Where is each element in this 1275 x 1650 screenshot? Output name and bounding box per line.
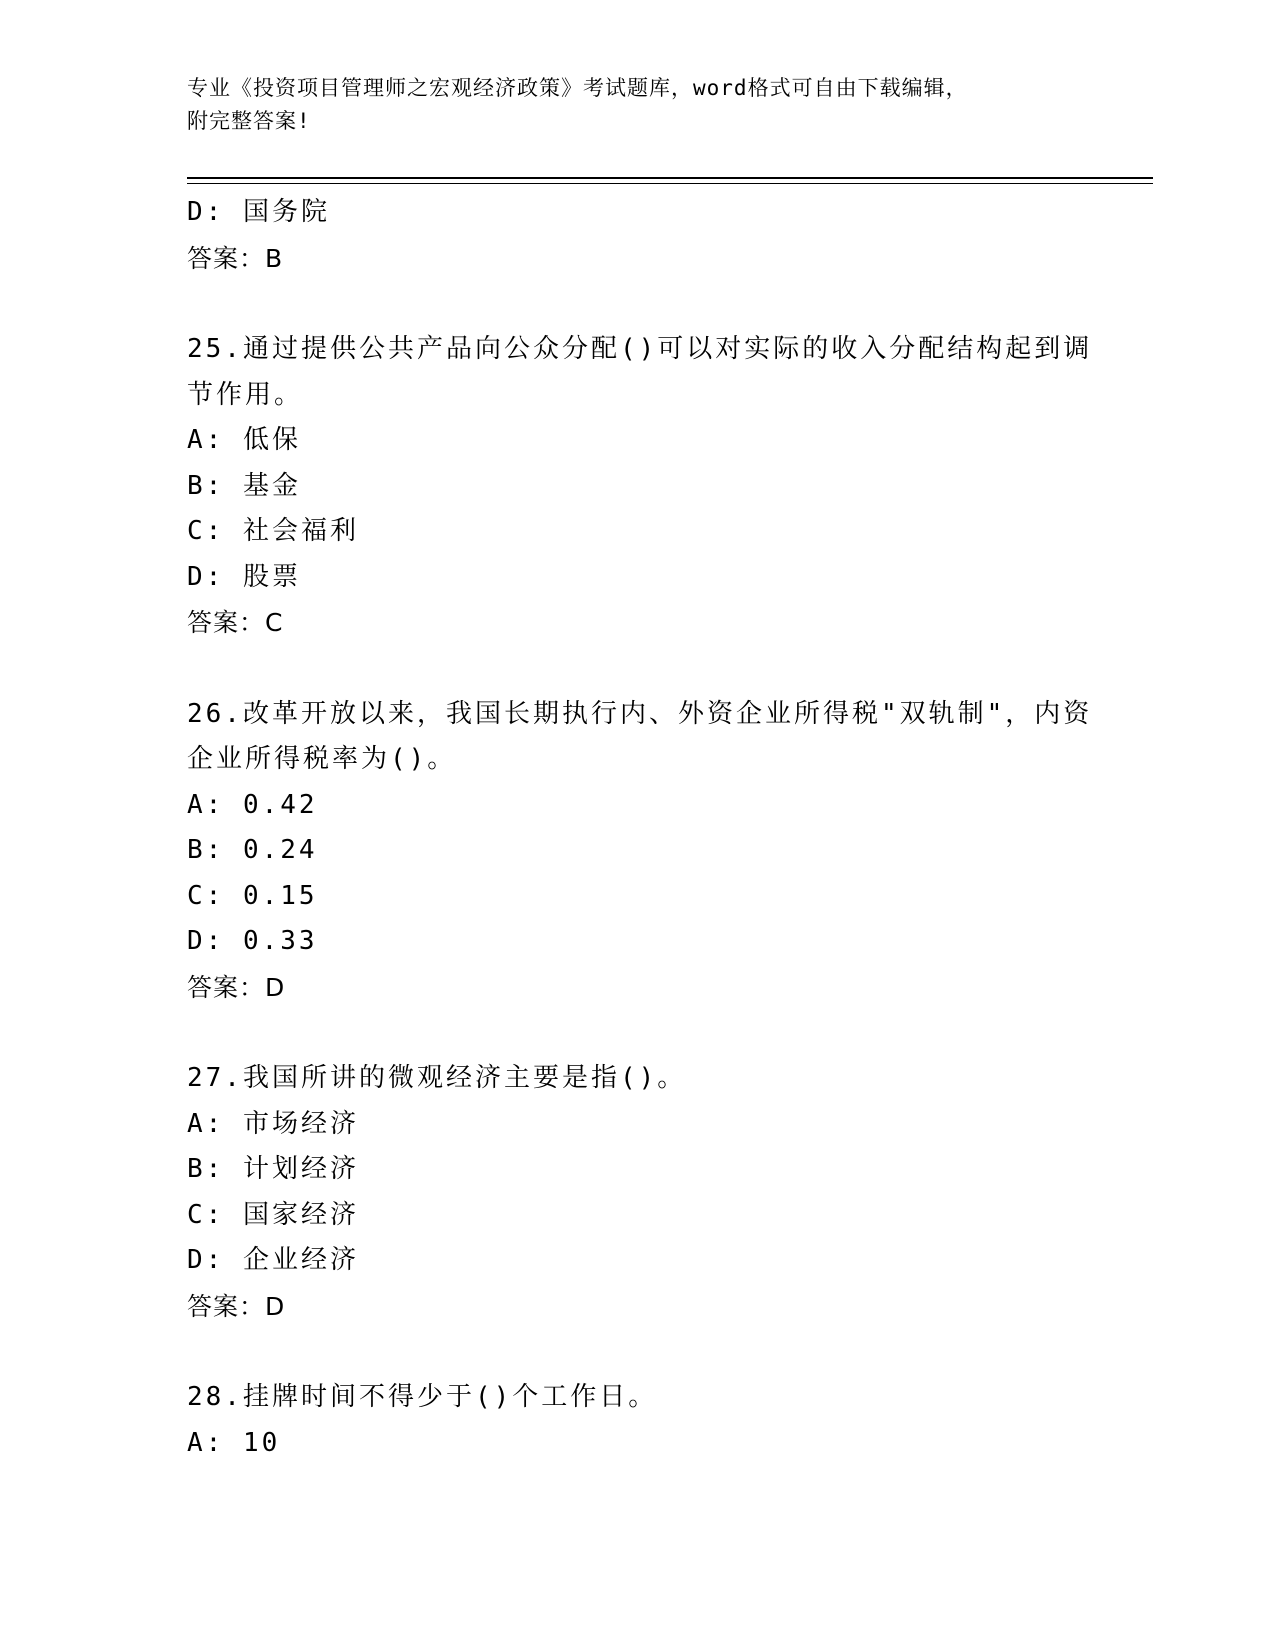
question-stem: 26.改革开放以来，我国长期执行内、外资企业所得税"双轨制"，内资 <box>187 698 1093 729</box>
question-stem-continued: 企业所得税率为()。 <box>187 744 457 774</box>
question-stem-continued: 节作用。 <box>187 379 304 410</box>
header-line-2: 附完整答案! <box>187 109 311 133</box>
question-spacer <box>187 646 1087 692</box>
option-a: A: 10 <box>187 1427 281 1458</box>
header-line-1: 专业《投资项目管理师之宏观经济政策》考试题库，word格式可自由下载编辑， <box>187 76 968 100</box>
option-d: D: 股票 <box>187 561 301 592</box>
question-26 <box>187 692 1093 1011</box>
answer-line: 答案：B <box>187 243 284 273</box>
question-spacer <box>187 1329 1087 1375</box>
option-d: D: 国务院 <box>187 197 330 227</box>
option-a: A: 0.42 <box>187 789 318 820</box>
option-d: D: 企业经济 <box>187 1245 359 1275</box>
option-c: C: 社会福利 <box>187 516 359 546</box>
question-stem: 25.通过提供公共产品向公众分配()可以对实际的收入分配结构起到调 <box>187 334 1093 364</box>
question-spacer <box>187 1010 1087 1056</box>
question-stem: 27.我国所讲的微观经济主要是指()。 <box>187 1063 687 1093</box>
question-stem: 28.挂牌时间不得少于()个工作日。 <box>187 1382 658 1412</box>
question-27 <box>187 1056 1087 1329</box>
question-28 <box>187 1375 1087 1466</box>
option-a: A: 低保 <box>187 425 301 455</box>
question-spacer <box>187 281 1087 327</box>
answer-line: 答案：C <box>187 608 284 637</box>
question-list <box>187 190 1093 1466</box>
option-c: C: 0.15 <box>187 880 318 911</box>
question-25 <box>187 327 1093 646</box>
question-24 <box>187 190 1087 281</box>
option-b: B: 计划经济 <box>187 1154 359 1184</box>
header-rule-thin <box>187 183 1153 184</box>
document-header <box>187 72 1087 138</box>
option-a: A: 市场经济 <box>187 1108 359 1139</box>
option-c: C: 国家经济 <box>187 1199 359 1230</box>
option-d: D: 0.33 <box>187 926 318 956</box>
option-b: B: 基金 <box>187 470 301 501</box>
answer-line: 答案：D <box>187 1291 286 1321</box>
header-rule-thick <box>187 177 1153 179</box>
option-b: B: 0.24 <box>187 835 318 865</box>
answer-line: 答案：D <box>187 972 286 1002</box>
